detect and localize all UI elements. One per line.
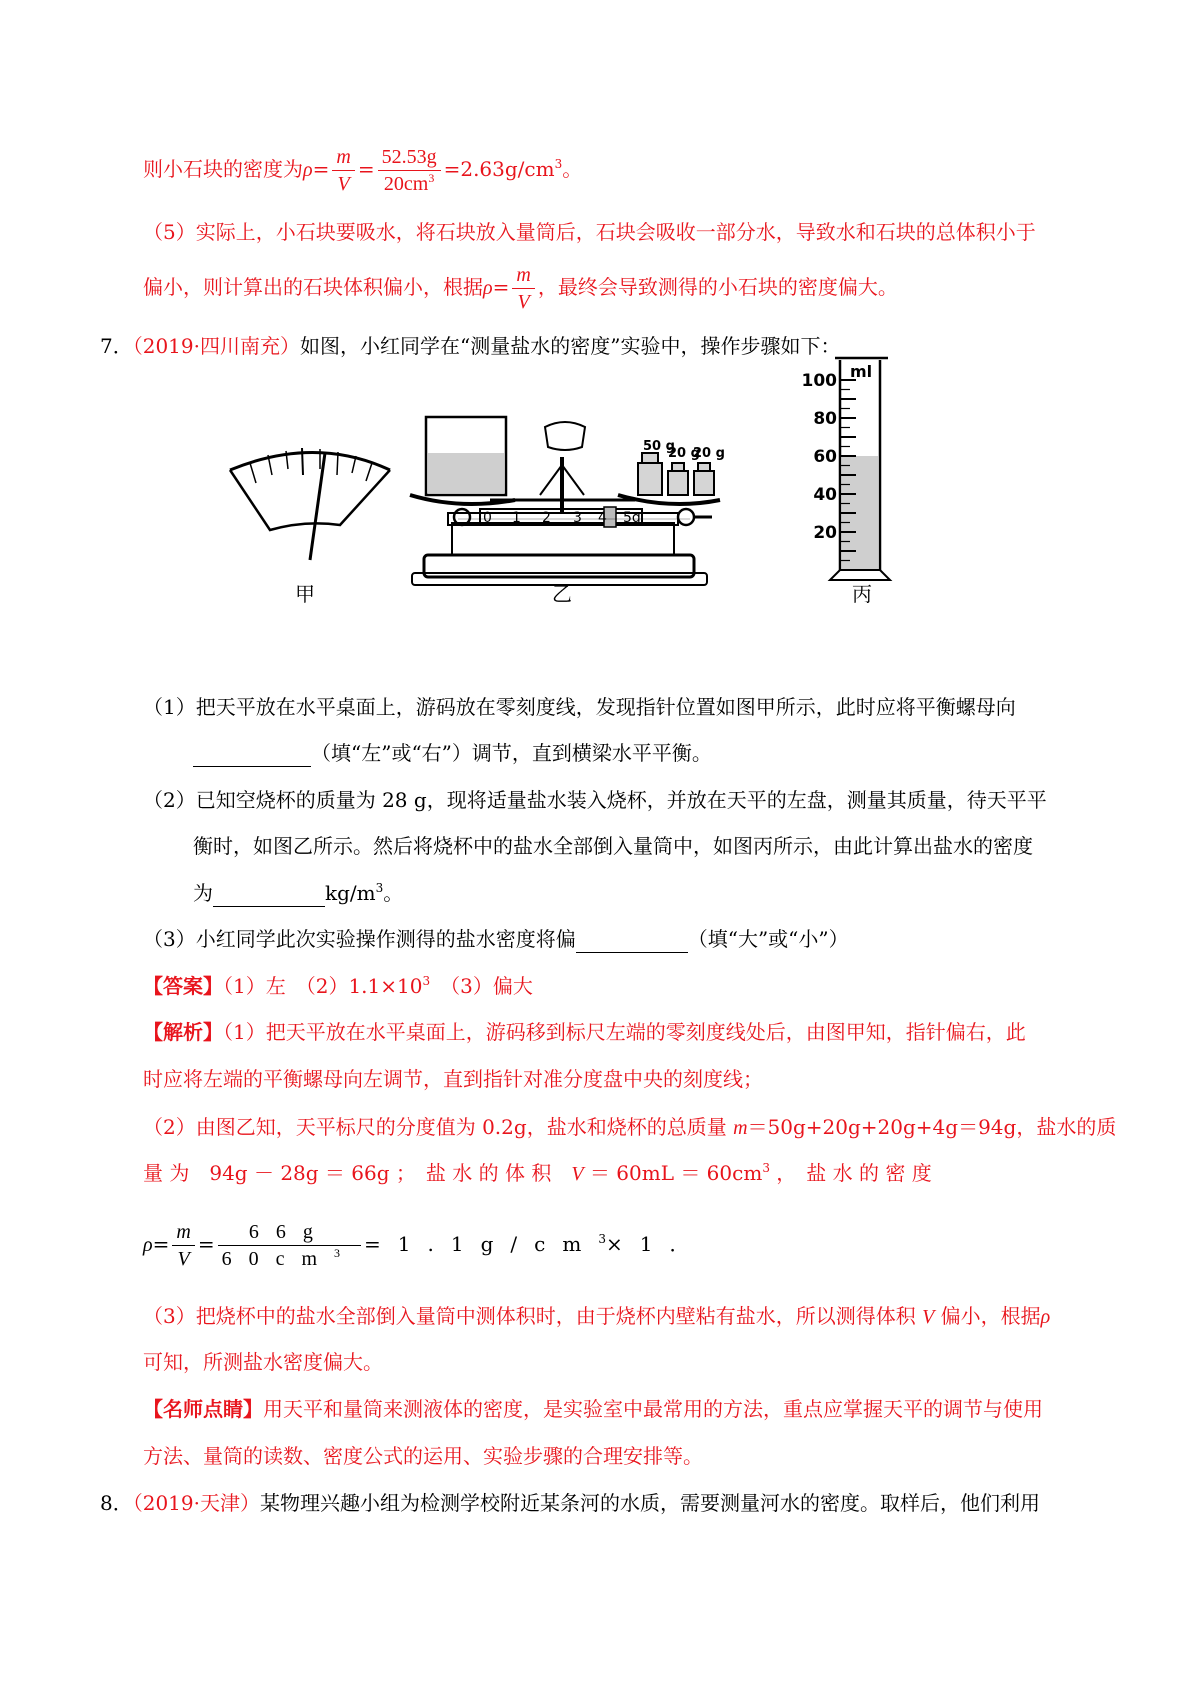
density-result-line: 则小石块的密度为ρ= $\frac{m}{V}$ = $\frac{52.53g}{20cm^3}$ $=2.63g/cm^3$。: [143, 146, 583, 195]
m-over-v-fraction: $\frac{m}{V}$: [332, 147, 354, 194]
answer-blank-3[interactable]: [576, 932, 688, 953]
weight-20g-a: 20 g: [668, 446, 700, 461]
cylinder-tick-labels: [802, 371, 838, 543]
balance-dial-jia: [230, 448, 390, 560]
graduated-cylinder-bing: [830, 358, 890, 580]
experiment-figure: [190, 362, 1010, 675]
q7-teacher-note-1: 【名师点睛】用天平和量筒来测液体的密度，是实验室中最常用的方法，重点应掌握天平的调节与使用: [143, 1397, 1043, 1421]
scale-tick-5g: 5g: [623, 510, 641, 526]
figure-label-jia: 甲: [295, 582, 315, 606]
weight-50g: 50 g: [643, 439, 675, 454]
part5-line2: 偏小，则计算出的石块体积偏小，根据ρ= $\frac{m}{V}$ ，最终会导致测得的小石块的密度偏大。: [143, 264, 898, 313]
q7-analysis-2a: （2）由图乙知，天平标尺的分度值为 0.2g，盐水和烧杯的总质量 m＝50g+20g+20g+4g＝94g，盐水的质: [143, 1115, 1117, 1139]
q7-part2-line3: 为 $kg/m^3$。: [193, 881, 404, 905]
q7-part2-line1: （2）已知空烧杯的质量为 28 g，现将适量盐水装入烧杯，并放在天平的左盘，测量其质量，待天平平: [143, 788, 1047, 812]
cyl-tick-100: 100: [801, 371, 837, 391]
q7-part3: （3）小红同学此次实验操作测得的盐水密度将偏 （填“大”或“小”）: [143, 927, 849, 951]
cyl-tick-40: 40: [813, 485, 837, 505]
q7-stem: 7．（2019·四川南充）如图，小红同学在“测量盐水的密度”实验中，操作步骤如下：: [100, 334, 841, 358]
mass-over-volume-fraction: $\frac{52.53g}{20cm^3}$: [378, 147, 441, 194]
scale-tick-1: 1: [512, 510, 521, 526]
q7-teacher-note-2: 方法、量筒的读数、密度公式的运用、实验步骤的合理安排等。: [143, 1444, 703, 1468]
scale-tick-4: 4: [598, 510, 607, 526]
scale-tick-2: 2: [542, 510, 551, 526]
q7-part2-line2: 衡时，如图乙所示。然后将烧杯中的盐水全部倒入量筒中，如图丙所示，由此计算出盐水的密度: [193, 834, 1033, 858]
figure-label-yi: 乙: [552, 582, 572, 606]
weight-20g-b: 20 g: [693, 446, 725, 461]
q7-analysis-2b: 量 为 94g － 28g ＝ 66g ； 盐 水 的 体 积 $V = 60mL = 60cm^3$ ， 盐 水 的 密 度: [143, 1161, 932, 1185]
q7-answer: 【答案】（1）左 $(2)1.1\times 10^3$ （3）偏大: [143, 974, 533, 998]
q7-analysis-3b: 可知，所测盐水密度偏大。: [143, 1350, 383, 1374]
figure-label-bing: 丙: [852, 582, 872, 606]
density-formula: $\frac{m}{V}$: [512, 265, 534, 312]
answer-blank-1[interactable]: [193, 746, 311, 767]
q7-part1-line1: （1）把天平放在水平桌面上，游码放在零刻度线，发现指针位置如图甲所示，此时应将平衡螺母向: [143, 695, 1016, 719]
q8-stem: 8．（2019·天津）某物理兴趣小组为检测学校附近某条河的水质，需要测量河水的密度。取样后，他们利用: [100, 1491, 1040, 1515]
q7-analysis-3a: （3）把烧杯中的盐水全部倒入量筒中测体积时，由于烧杯内壁粘有盐水，所以测得体积 V 偏小，根据ρ: [143, 1304, 1051, 1328]
66g-over-60cm3: $\frac{66g}{60cm^3}$: [218, 1222, 361, 1269]
cyl-tick-80: 80: [813, 409, 837, 429]
part5-line1: （5）实际上，小石块要吸水，将石块放入量筒后，石块会吸收一部分水，导致水和石块的总体积小于: [143, 220, 1036, 244]
q7-analysis-1a: 【解析】（1）把天平放在水平桌面上，游码移到标尺左端的零刻度线处后，由图甲知，指针偏右，此: [143, 1020, 1026, 1044]
cyl-tick-60: 60: [813, 447, 837, 467]
q7-part1-line2: （填“左”或“右”）调节，直到横梁水平平衡。: [193, 743, 712, 767]
scale-tick-0: 0: [483, 510, 492, 526]
q7-analysis-1b: 时应将左端的平衡螺母向左调节，直到指针对准分度盘中央的刻度线；: [143, 1067, 763, 1091]
scale-tick-3: 3: [573, 510, 582, 526]
cylinder-unit: ml: [850, 362, 873, 381]
density-formula-line: ρ= $\frac{m}{V}$ = $\frac{66g}{60cm^3}$ $=1.1g/cm^3\times 1$．: [143, 1221, 690, 1270]
dial-pointer: [310, 453, 325, 560]
answer-blank-2[interactable]: [213, 886, 325, 907]
cyl-tick-20: 20: [813, 523, 837, 543]
